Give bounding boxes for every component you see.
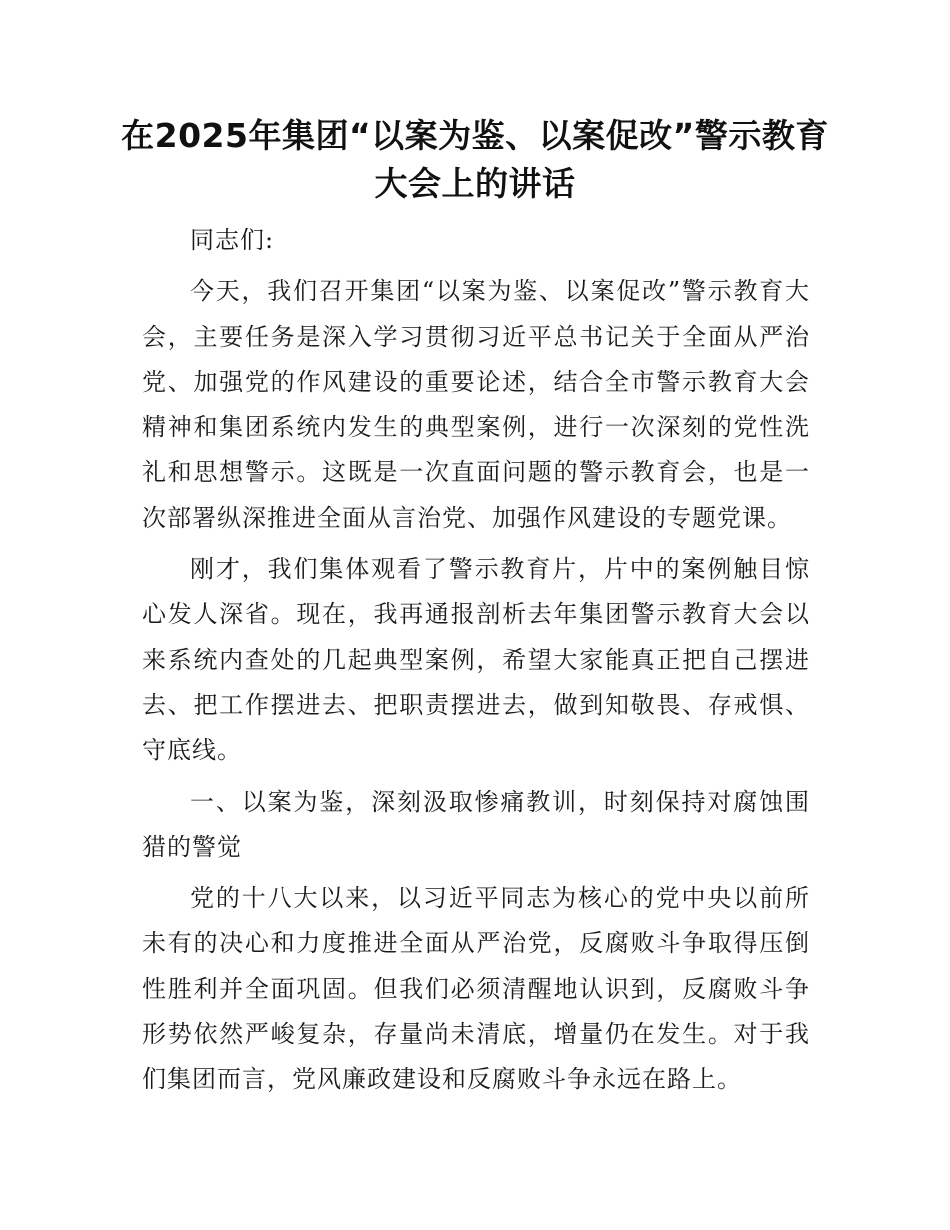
section-heading-one: 一、以案为鉴，深刻汲取惨痛教训，时刻保持对腐蚀围猎的警觉: [142, 787, 810, 861]
paragraph-case-review: 刚才，我们集体观看了警示教育片，片中的案例触目惊心发人深省。现在，我再通报剖析去年集团警示教育大会以来系统内查处的几起典型案例，希望大家能真正把自己摆进去、把工作摆进去、把职责摆进去，做到知敬畏、存戒惧、守底线。: [142, 555, 810, 765]
paragraph-situation: 党的十八大以来，以习近平同志为核心的党中央以前所未有的决心和力度推进全面从严治党，反腐败斗争取得压倒性胜利并全面巩固。但我们必须清醒地认识到，反腐败斗争形势依然严峻复杂，存量尚未清底，增量仍在发生。对于我们集团而言，党风廉政建设和反腐败斗争永远在路上。: [142, 884, 810, 1094]
document-title: 在2025年集团“以案为鉴、以案促改”警示教育大会上的讲话: [121, 116, 829, 203]
salutation: 同志们:: [190, 226, 275, 254]
paragraph-opening: 今天，我们召开集团“以案为鉴、以案促改”警示教育大会，主要任务是深入学习贯彻习近平总书记关于全面从严治党、加强党的作风建设的重要论述，结合全市警示教育大会精神和集团系统内发生的典型案例，进行一次深刻的党性洗礼和思想警示。这既是一次直面问题的警示教育会，也是一次部署纵深推进全面从言治党、加强作风建设的专题党课。: [142, 277, 810, 532]
document-body: [142, 218, 810, 1109]
